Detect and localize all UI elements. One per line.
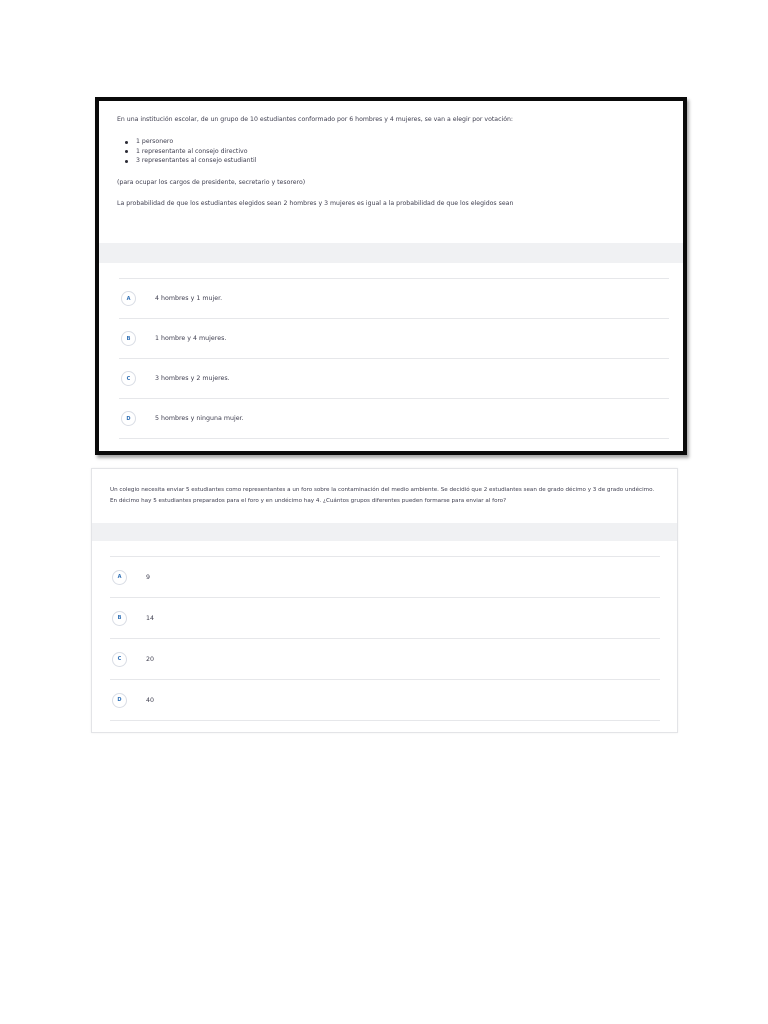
positions-list (117, 137, 665, 166)
question-stem (99, 101, 683, 208)
option-letter-badge[interactable]: D (112, 693, 127, 708)
option-a[interactable] (110, 557, 660, 598)
option-letter-badge[interactable]: A (121, 291, 136, 306)
list-item: 1 personero (136, 137, 665, 147)
answer-options (119, 278, 669, 439)
answer-options (110, 556, 660, 721)
list-item: 1 representante al consejo directivo (136, 147, 665, 157)
list-item: 3 representantes al consejo estudiantil (136, 156, 665, 166)
question-card-2 (91, 468, 678, 733)
option-c[interactable] (110, 639, 660, 680)
option-b[interactable] (119, 319, 669, 359)
separator-band (92, 523, 677, 541)
option-letter-badge[interactable]: B (112, 611, 127, 626)
option-text: 9 (146, 573, 151, 581)
question-intro: En una institución escolar, de un grupo de 10 estudiantes conformado por 6 hombres y 4 mujeres, se van a elegir por votación: (117, 116, 514, 123)
question-stem: Un colegio necesita enviar 5 estudiantes como representantes a un foro sobre la contaminación del medio ambiente. Se decidió que 2 estudiantes sean de grado décimo y 3 de grado undécimo. En décimo hay 5 estudiantes preparados para el foro y en undécimo hay 4. ¿Cuántos grupos diferentes pueden formarse para enviar al foro? (110, 487, 655, 504)
option-text: 40 (146, 696, 155, 704)
option-c[interactable] (119, 359, 669, 399)
option-text: 14 (146, 614, 155, 622)
question-card-1 (95, 97, 687, 455)
option-letter-badge[interactable]: A (112, 570, 127, 585)
option-letter-badge[interactable]: C (121, 371, 136, 386)
option-b[interactable] (110, 598, 660, 639)
option-d[interactable] (110, 680, 660, 721)
separator-band (99, 243, 683, 263)
option-a[interactable] (119, 279, 669, 319)
option-letter-badge[interactable]: D (121, 411, 136, 426)
option-text: 5 hombres y ninguna mujer. (155, 415, 244, 422)
option-text: 20 (146, 655, 155, 663)
option-text: 1 hombre y 4 mujeres. (155, 335, 227, 342)
option-d[interactable] (119, 399, 669, 439)
question-note: (para ocupar los cargos de presidente, secretario y tesorero) (117, 178, 306, 186)
question-prompt: La probabilidad de que los estudiantes elegidos sean 2 hombres y 3 mujeres es igual a la probabilidad de que los elegidos sean (117, 199, 514, 207)
option-letter-badge[interactable]: B (121, 331, 136, 346)
option-text: 3 hombres y 2 mujeres. (155, 375, 230, 382)
option-letter-badge[interactable]: C (112, 652, 127, 667)
option-text: 4 hombres y 1 mujer. (155, 295, 223, 302)
